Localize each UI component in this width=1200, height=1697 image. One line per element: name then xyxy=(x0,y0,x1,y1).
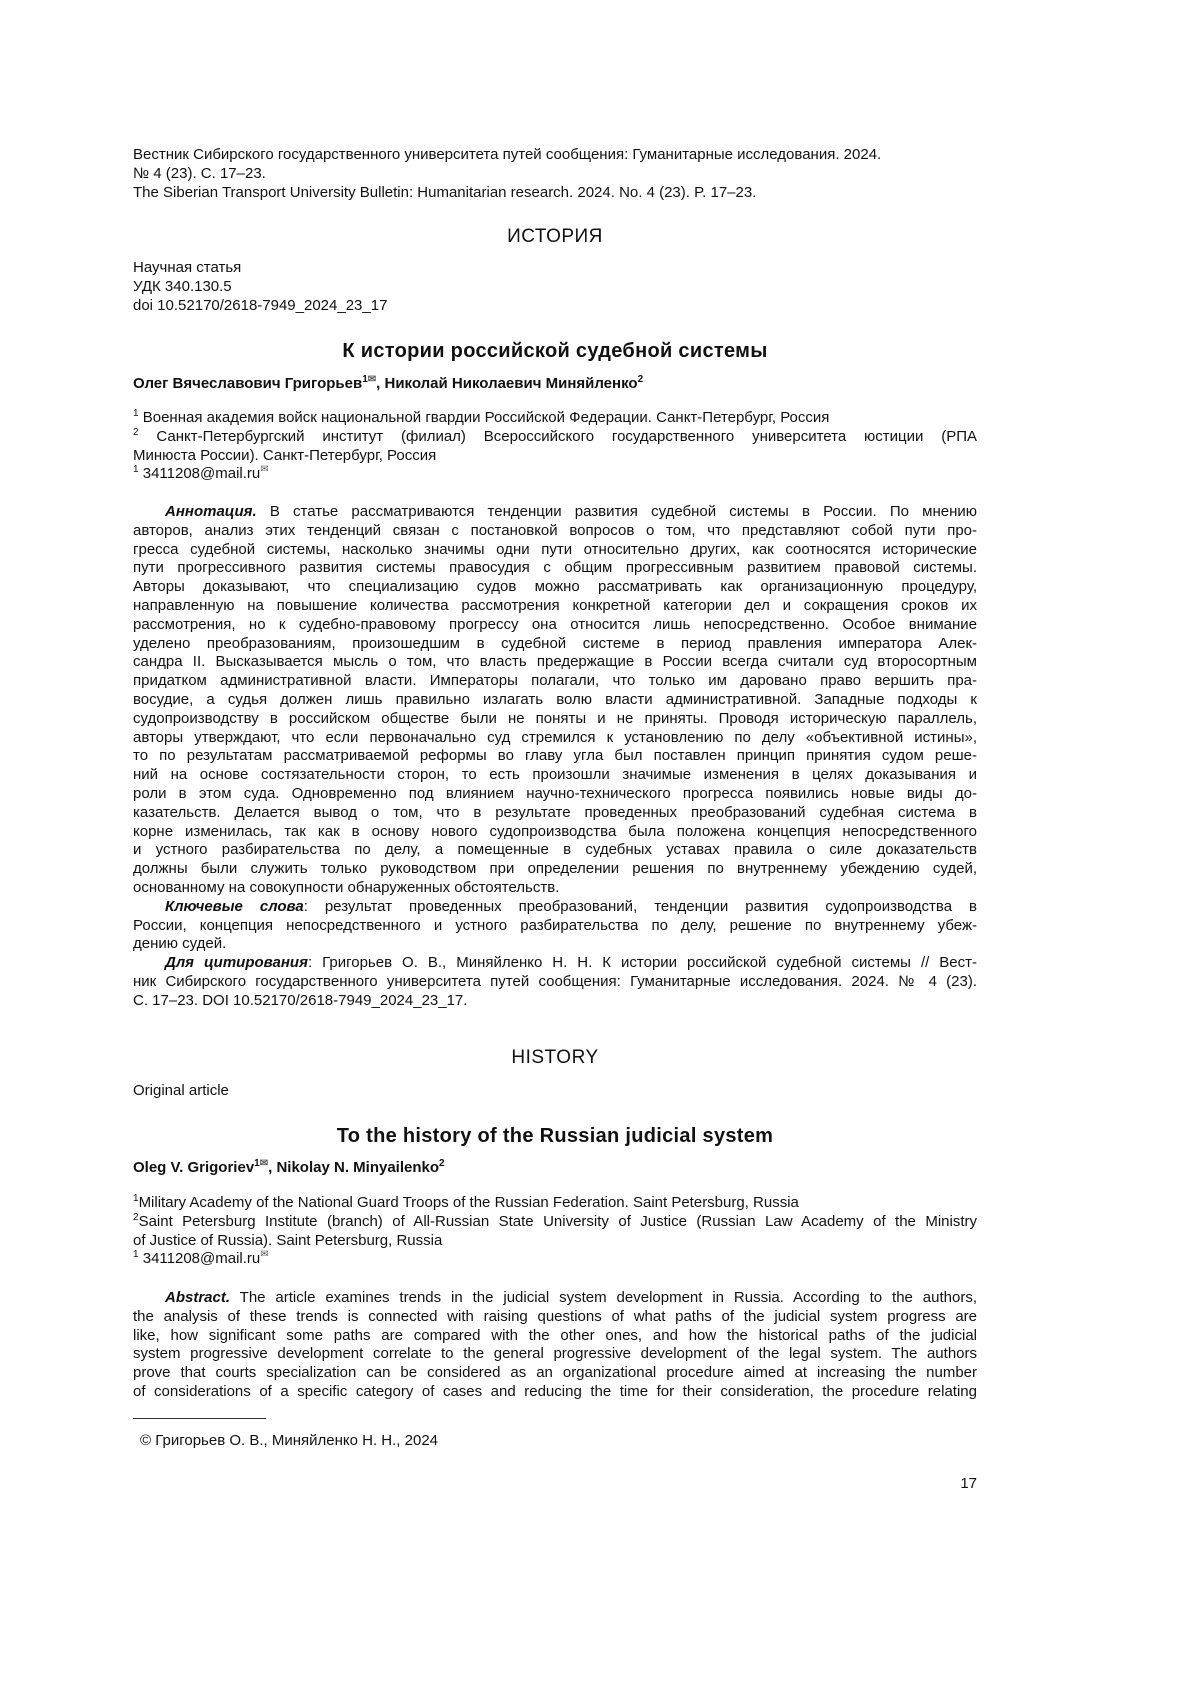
affiliation-mark: 1 xyxy=(254,1158,260,1169)
citation-line: : Григорьев О. В., Миняйленко Н. Н. К истории российской судебной системы // Вест- xyxy=(308,954,977,971)
affiliation-mark: 2 xyxy=(133,1212,139,1223)
citation-line: С. 17–23. DOI 10.52170/2618-7949_2024_23_17. xyxy=(133,992,977,1011)
article-type: Научная статья xyxy=(133,259,977,278)
keywords-line: дению судей. xyxy=(133,935,977,954)
affiliation-mark: 1 xyxy=(133,1193,139,1204)
affiliation: Military Academy of the National Guard Troops of the Russian Federation. Saint Petersburg, Russia xyxy=(139,1194,799,1211)
abstract-line: сандра II. Высказывается мысль о том, что власть предержащие в России всегда считали суд второсортным xyxy=(133,653,977,672)
affiliation-mark: 2 xyxy=(439,1158,445,1169)
abstract-line: of considerations of a specific category of cases and reducing the time for their consideration, the procedure relating xyxy=(133,1383,977,1402)
keywords-line: : результат проведенных преобразований, тенденции развития судопроизводства в xyxy=(304,898,977,915)
document-page xyxy=(0,0,1200,1697)
abstract-line: пути прогрессивного развития системы правосудия с общим прогрессивным развитием правовой системы. xyxy=(133,559,977,578)
article-title-ru: К истории российской судебной системы xyxy=(133,340,977,363)
affiliation-mark: 1 xyxy=(133,1249,139,1260)
abstract-ru xyxy=(133,503,977,898)
email-link[interactable]: 3411208@mail.ru xyxy=(143,1250,261,1267)
abstract-en xyxy=(133,1289,977,1402)
abstract-line: авторов, анализ этих тенденций связан с постановкой вопросов о том, что представляют собой пути про- xyxy=(133,522,977,541)
footnote-divider xyxy=(133,1418,266,1419)
abstract-line: уделено преобразованиям, произошедшим в судебной системе в период правления императора Алек- xyxy=(133,635,977,654)
affiliation-mark: 2 xyxy=(638,374,644,385)
abstract-line: восудие, а судья должен лишь правильно излагать волю власти административной. Западные подходы к xyxy=(133,691,977,710)
article-meta-ru xyxy=(133,259,977,315)
section-heading-en: HISTORY xyxy=(133,1047,977,1069)
abstract-line: направленную на повышение количества рассмотрения конкретной категории дел и сокращения сроков их xyxy=(133,597,977,616)
abstract-line: придатком административной власти. Императоры полагали, что только им даровано право вершить пра- xyxy=(133,672,977,691)
envelope-icon: ✉ xyxy=(260,1158,268,1169)
author-name: Николай Николаевич Миняйленко xyxy=(385,375,638,392)
keywords-ru xyxy=(133,898,977,1011)
envelope-icon: ✉ xyxy=(368,374,376,385)
abstract-line: и устного разбирательства по делу, а помещенные в судебных уставах правила о силе доказательств xyxy=(133,841,977,860)
authors-ru: Олег Вячеславович Григорьев1✉, Николай Николаевич Миняйленко2 xyxy=(133,375,977,392)
article-title-en: To the history of the Russian judicial system xyxy=(133,1125,977,1148)
abstract-line: like, how significant some paths are compared with the other ones, and how the historical paths of the judicial xyxy=(133,1327,977,1346)
affiliation-mark: 2 xyxy=(133,427,139,438)
citation-label: Для цитирования xyxy=(165,954,308,971)
affiliation: Санкт-Петербургский институт (филиал) Всероссийского государственного университета юстиции (РПА xyxy=(156,428,977,445)
doi: doi 10.52170/2618-7949_2024_23_17 xyxy=(133,297,977,316)
abstract-line: prove that courts specialization can be considered as an organizational procedure aimed at increasing the number xyxy=(133,1364,977,1383)
affiliation: Saint Petersburg Institute (branch) of All-Russian State University of Justice (Russian Law Academy of the Ministry xyxy=(139,1213,977,1230)
keywords-label: Ключевые слова xyxy=(165,898,304,915)
abstract-line: основанному на совокупности обнаруженных обстоятельств. xyxy=(133,879,977,898)
affiliation-mark: 1 xyxy=(133,464,139,475)
affiliation: Минюста России). Санкт-Петербург, Россия xyxy=(133,447,977,466)
abstract-line: должны были служить только руководством при определении решения по внутреннему убеждению судей, xyxy=(133,860,977,879)
abstract-line: казательств. Делается вывод о том, что в результате проведенных преобразований судебная система в xyxy=(133,804,977,823)
copyright-notice: © Григорьев О. В., Миняйленко Н. Н., 2024 xyxy=(140,1432,984,1449)
abstract-line: гресса судебной системы, насколько значимы одни пути относительно других, как соотносятся исторические xyxy=(133,541,977,560)
affiliation-mark: 1 xyxy=(133,408,139,419)
author-name: Nikolay N. Minyailenko xyxy=(276,1159,439,1176)
affiliations-en xyxy=(133,1194,977,1269)
article-type-en: Original article xyxy=(133,1082,977,1101)
affiliation: of Justice of Russia). Saint Petersburg, Russia xyxy=(133,1232,977,1251)
abstract-line: system progressive development correlate to the general progressive development of the legal system. The authors xyxy=(133,1345,977,1364)
journal-header xyxy=(133,146,977,202)
abstract-line: корне изменилась, так как в основу нового судопроизводства была положена концепция непосредственного xyxy=(133,823,977,842)
abstract-line: авторы утверждают, что если первоначально суд стремился к установлению по делу «объективной истины», xyxy=(133,729,977,748)
affiliations-ru xyxy=(133,409,977,484)
abstract-line: ний на основе состязательности сторон, то есть произошли значимые изменения в целях доказывания и xyxy=(133,766,977,785)
header-line: The Siberian Transport University Bulletin: Humanitarian research. 2024. No. 4 (23). P. 17–23. xyxy=(133,184,977,203)
affiliation: Военная академия войск национальной гвардии Российской Федерации. Санкт-Петербург, Россия xyxy=(143,409,830,426)
page-number: 17 xyxy=(133,1475,977,1492)
abstract-line: The article examines trends in the judicial system development in Russia. According to the authors, xyxy=(230,1289,977,1306)
section-heading-ru: ИСТОРИЯ xyxy=(133,226,977,248)
header-line: № 4 (23). С. 17–23. xyxy=(133,165,977,184)
abstract-line: the analysis of these trends is connected with raising questions of what paths of the judicial system progress are xyxy=(133,1308,977,1327)
envelope-icon: ✉ xyxy=(260,1249,268,1260)
envelope-icon: ✉ xyxy=(260,464,268,475)
abstract-line: рассмотрения, но к судебно-правовому прогрессу она относится лишь непосредственно. Особое внимание xyxy=(133,616,977,635)
author-name: Олег Вячеславович Григорьев xyxy=(133,375,362,392)
header-line: Вестник Сибирского государственного университета путей сообщения: Гуманитарные исследования. 2024. xyxy=(133,146,977,165)
abstract-line: В статье рассматриваются тенденции развития судебной системы в России. По мнению xyxy=(257,503,977,520)
affiliation-mark: 1 xyxy=(362,374,368,385)
abstract-label: Abstract. xyxy=(165,1289,230,1306)
abstract-line: судопроизводству в российском обществе были не поняты и не приняты. Проводя историческую параллель, xyxy=(133,710,977,729)
citation-line: ник Сибирского государственного университета путей сообщения: Гуманитарные исследования. 2024. № 4 (23). xyxy=(133,973,977,992)
abstract-label: Аннотация. xyxy=(165,503,257,520)
author-name: Oleg V. Grigoriev xyxy=(133,1159,254,1176)
abstract-line: роли в этом суда. Одновременно под влиянием научно-технического прогресса появились новые виды до- xyxy=(133,785,977,804)
udc: УДК 340.130.5 xyxy=(133,278,977,297)
email-link[interactable]: 3411208@mail.ru xyxy=(143,465,261,482)
keywords-line: России, концепция непосредственного и устного разбирательства по делу, решение по внутреннему убеж- xyxy=(133,917,977,936)
abstract-line: Авторы доказывают, что специализацию судов можно рассматривать как организационную процедуру, xyxy=(133,578,977,597)
abstract-line: то по результатам рассматриваемой реформы во главу угла был поставлен принцип принятия судом реше- xyxy=(133,747,977,766)
authors-en: Oleg V. Grigoriev1✉, Nikolay N. Minyailenko2 xyxy=(133,1159,977,1176)
